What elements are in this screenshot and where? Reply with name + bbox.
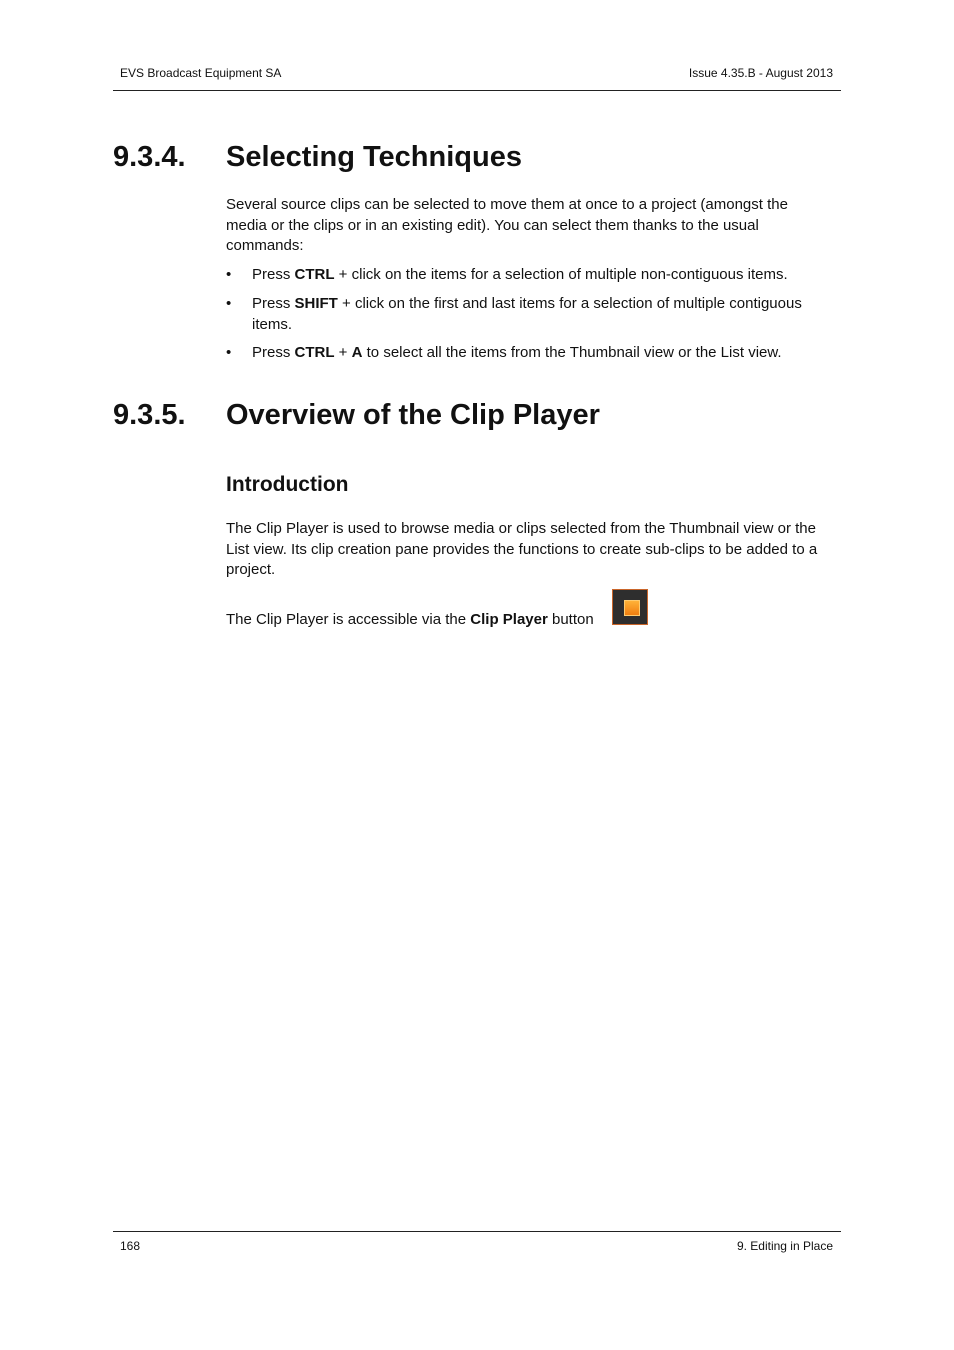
text-run: + (334, 344, 352, 361)
header-company: EVS Broadcast Equipment SA (120, 66, 282, 80)
key-name: CTRL (294, 266, 335, 283)
introduction-paragraph (226, 519, 841, 581)
text-run: Press (252, 266, 295, 283)
text-line: items. (252, 315, 293, 333)
text-line: The Clip Player is used to browse media or clips selected from the Thumbnail view or the (226, 520, 816, 537)
page-number: 168 (120, 1239, 141, 1253)
key-name: A (351, 344, 363, 361)
section-title: Selecting Techniques (226, 141, 522, 173)
text-run: The Clip Player is accessible via the (226, 611, 471, 628)
access-sentence (226, 610, 826, 631)
stop-square-icon (624, 600, 640, 616)
text-line: Several source clips can be selected to move them at once to a project (amongst the (226, 196, 788, 213)
text-run: Press (252, 295, 295, 312)
page-footer (113, 1231, 841, 1253)
section-heading-clip-player (113, 399, 600, 432)
clip-player-button-icon (612, 589, 648, 625)
selecting-intro-paragraph (226, 195, 841, 257)
bullet: • (226, 266, 232, 283)
button-name: Clip Player (470, 611, 548, 628)
text-line: commands: (226, 237, 304, 254)
section-title: Overview of the Clip Player (226, 399, 600, 431)
text-line: project. (226, 561, 276, 578)
section-number: 9.3.5. (113, 399, 186, 431)
text-run: + click on the first and last items for a selection of multiple contiguous (337, 295, 802, 312)
key-name: SHIFT (294, 295, 338, 312)
text-line: media or the clips or in an existing edit). You can select them thanks to the usual (226, 216, 759, 234)
subheading-introduction: Introduction (226, 473, 349, 496)
text-run: button (547, 611, 594, 628)
section-number: 9.3.4. (113, 141, 186, 173)
text-run: to select all the items from the Thumbnail view or the List view. (362, 344, 782, 361)
header-issue: Issue 4.35.B - August 2013 (688, 66, 833, 80)
bullet: • (226, 344, 232, 361)
key-name: CTRL (294, 344, 335, 361)
text-run: + click on the items for a selection of multiple non-contiguous items. (334, 266, 788, 283)
footer-chapter: 9. Editing in Place (736, 1239, 833, 1253)
text-run: Press (252, 344, 295, 361)
section-heading-selecting (113, 141, 522, 174)
text-line: List view. Its clip creation pane provides the functions to create sub-clips to be added to a (226, 540, 818, 558)
bullet: • (226, 295, 232, 312)
page-header (113, 66, 841, 91)
